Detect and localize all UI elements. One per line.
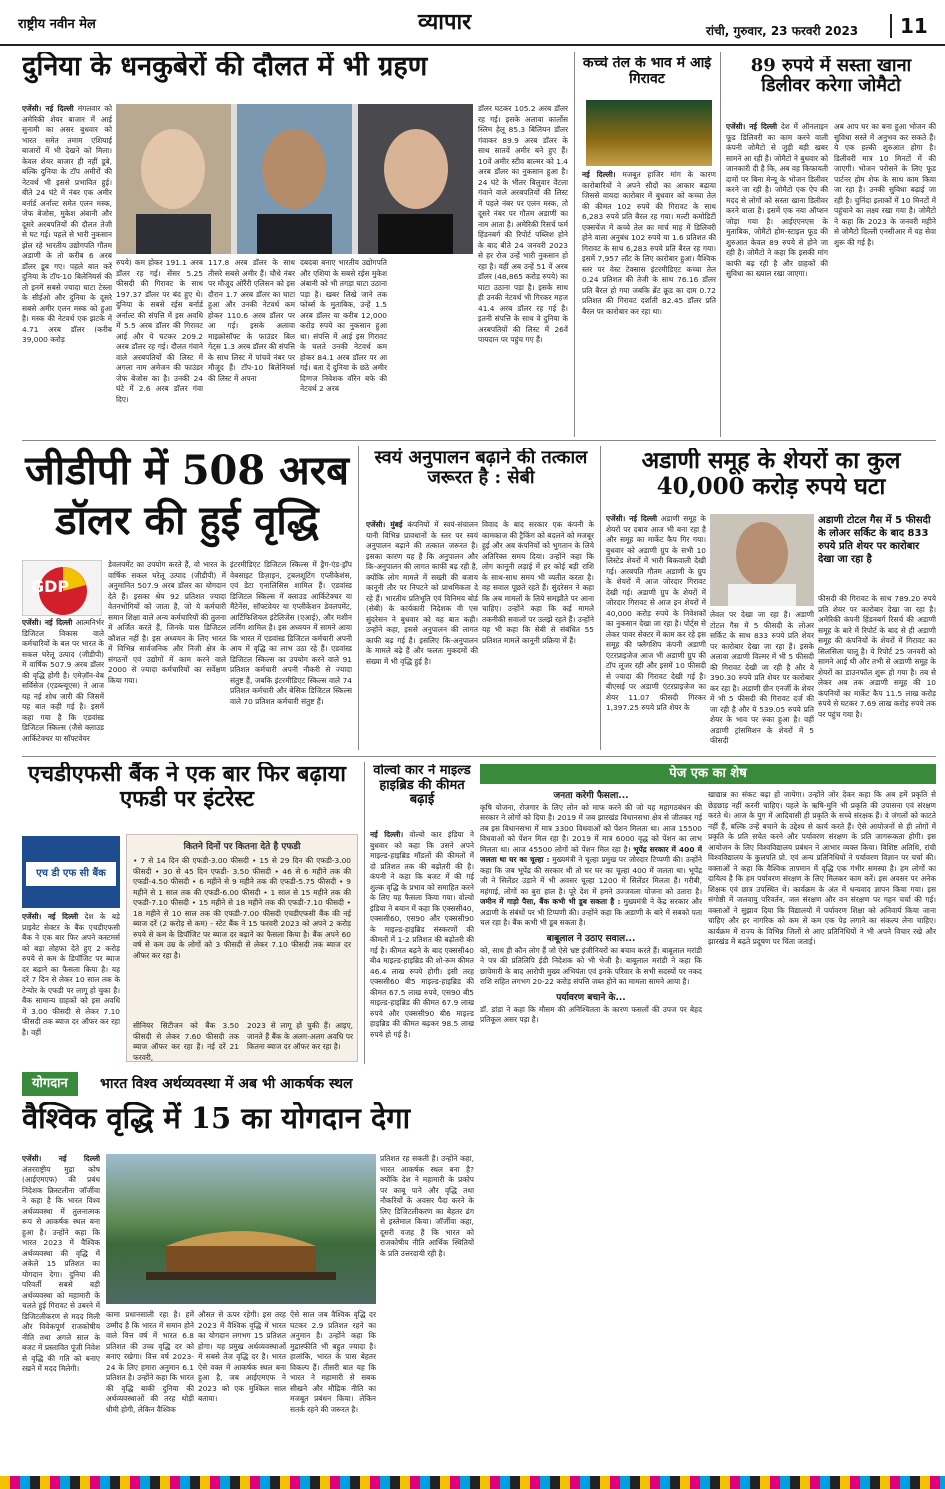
houseboat-illustration xyxy=(106,1154,376,1304)
story-wealth-body-4: दबदबा बनाए भारतीय उद्योगपति और एशिया के सबसे रईस मुकेश अंबानी को भी तगड़ा घाटा उठाना पड़ा है। खबर लिखे जाने तक फोर्ब्स के मुताबिक, उन्हें 1.5 अरब डॉलर या करीब 12,000 करोड़ रुपये का नुकसान हुआ था। संपत्ति में आई इस गिरावट के चलते उनकी नेटवर्थ कम होकर 84.1 अरब डॉलर पर आ गई। बता दें दुनिया के छठे अमीर दिग्गज निवेशक वॉरेन बफे की नेटवर्थ 2 अरब xyxy=(300,258,387,394)
story-sebi-body-2: विवाद के बाद सरकार एक कंपनी के कामकाज की ट्रैकिंग को बदलने को मजबूर हुई और अब कंपनियों को भुगतान के लिये अतिरिक्त समय दिया। उन्होंने कहा कि लोग कानूनी लड़ाई में हर कोई बड़ी राशि के साथ-साथ समय भी व्यतीत करता है। वह सवाल पूछते रहते हैं। सुंदरेसन ने कहा कि अब मामलों के लिये समझौते पर आना चाहिए। उन्होंने कहा कि कई मामले तकनीकी सवालों पर उलझे रहते हैं। उन्होंने यह भी कहा कि सेबी से संबंधित 55 प्रतिशत मामले कानूनी प्रक्रिया में हैं। xyxy=(482,520,594,645)
hdfc-bank-sign: एच डी एफ सी बैंक xyxy=(26,862,116,886)
houseboat-photo xyxy=(106,1154,376,1304)
story-wealth-byline: एजेंसी। नई दिल्ली xyxy=(22,104,74,113)
section-title: व्यापार xyxy=(418,9,472,35)
story-gdp-body-1: एजेंसी। नई दिल्ली आत्मनिर्भर डिजिटल विकास वाले कर्मचारियों के बल पर भारत के सकल घरेलू उत्पाद (जीडीपी) में वार्षिक 507.9 अरब डॉलर की वृद्धि होगी है। एमेज़ॉन-वेब सर्विसेज (एडब्ल्यूएस) ने आज यह नई शोध जारी की जिसमें यह बात कही गई है। इसमें कहा गया है कि एडवांस्ड डिजिटल स्किल्स (जैसे क्लाउड आर्किटेक्चर या सॉफ्टवेयर xyxy=(22,618,104,743)
story-sebi-body-1: एजेंसी। मुंबई कंपनियों में स्वयं-संचालन यानी विभिन्न प्रावधानों के स्तर पर स्वयं अनुपालन बढ़ाने की तत्काल जरूरत है। इसका कारण यह है कि अनुपालन और कि-अनुपालन की लागत काफी बढ़ रही है, क्योंकि लोग मामले में सख्ती की बजाय कानूनी तौर पर निपटने को प्राथमिकता दे रहे हैं। भारतीय प्रतिभूति एवं विनिमय बोर्ड (सेबी) के कार्यकारी निदेशक वी एस सुंदरेसन ने बुधवार को यह बात कही। उन्होंने कहा, इससे अनुपालन की लागत काफी बढ़ गई है। इसलिए कि-अनुपालन के मामले बढ़े हैं और फलतः मुकदमों की संख्या में भी वृद्धि हुई है। xyxy=(366,520,478,666)
billionaires-photo-illustration xyxy=(116,104,473,254)
story-adani-headline: अडाणी समूह के शेयरों का कुल 40,000 करोड़ रुपये घटा xyxy=(641,448,901,500)
story-imf-tag: योगदान xyxy=(22,1072,78,1096)
story-imf-body-2: प्रतिशत रह सकती है। उन्होंने कहा, भारत आकर्षक स्थल बना है? क्योंकि देश ने महामारी के प्रकोप पर काबू पाने और वृद्धि तथा नौकरियों के अवसर पैदा करने के लिए डिजिटलीकरण का बेहतर ढंग से इस्तेमाल किया। जॉर्जीवा कहा, दूसरी वजह है कि भारत को राजकोषीय नीति आर्थिक स्थितियों के प्रति उत्तरदायी रही है। xyxy=(380,1154,474,1258)
story-hdfc-headline: एचडीएफसी बैंक ने एक बार फिर बढ़ाया एफडी पर इंटरेस्ट xyxy=(27,762,346,812)
story-wealth-body-2: रुपये) कम होकर 191.1 अरब डॉलर रह गई। सेंसर 5.25 फीसदी की गिरावट के साथ 197.37 डॉलर पर बंद हुए थे। दुनिया के सबसे रईस बर्नार्ड अर्नाल्ट की संपत्ति में इस अवधि में 5.5 अरब डॉलर की गिरावट आई और ये घटकर 209.2 अरब डॉलर रह गई। दौलत गंवाने वाले अरबपतियों की लिस्ट में अगला नाम अमेजन की फाउंडर जेफ बेजोस का है। उनकी 24 घंटे में 2.6 अरब डॉलर गंवा दिए। xyxy=(116,258,203,404)
story-sebi-headline: स्वयं अनुपालन बढ़ाने की तत्काल जरूरत है : सेबी xyxy=(374,448,588,489)
adani-portrait-illustration xyxy=(710,514,814,606)
story-gdp-headline: जीडीपी में 508 अरब डॉलर की हुई वृद्धि xyxy=(25,447,349,544)
story-imf-kicker-row xyxy=(22,1072,474,1096)
continued-col-1: जनता करेगी फैसला... कृषि योजना, रोजगार के लिए लोन को माफ करने की जो यह महागठबंधन की सरकार ने लोगों को दिया है। 2019 में जब झारखंड विधानसभा क्षेत्र से जीतकर गई तब इस विधानसभा में मात्र 3300 विधवाओं को पेंशन मिलता था। आज 15500 विधवाओं को पेंशन मिल रहा है। 2019 में मात्र 6000 वृद्ध को पेंशन का लाभ मिलता था। आज 45500 लोगों को पेंशन मिल रहा है। भूपेंद्र सरकार में 400 में जलता था घर का चूल्हा : मुख्यमंत्री ने चूल्हा प्रमुख पर जोरदार टिप्पणी की। उन्होंने कहा कि जब भूपेंद्र की सरकार थी तो घर घर का चूल्हा 400 में जलता था। भूपेंद्र जी ने सिलेंडर उड़ाने में भी अवसर चूल्हा 1200 में सिलेंडर मिलता है। गरीबी, महंगाई, लोगों का बुरा हाल है। पूरे देश में हमने उज्जवला योजना को उतारा है। जमीन में गाड़ो पैसा, बैंक कभी भी डूब सकता है : मुख्यमंत्री ने केंद्र सरकार और अडाणी के संबंधों पर भी टिप्पणी की। उन्होंने कहा कि अडाणी के बारे में सबको पता चल रहा है। बैंक कभी भी डूब सकता है। बाबूलाल ने उठाए सवाल... को, साथ ही कौन लोग हैं जो ऐसे भ्रष्ट इंजीनियरों का बचाव करते हैं। बाबूलाल मरांडी ने पत्र की प्रतिलिपि ईडी निदेशक को भी भेजी है। बाबूलाल मरांडी ने कहा कि छापेमारी के बाद आरोपी मुख्य अभियंता एवं इनके परिवार के सभी सदस्यों पर नकद राशि सहित लगभग 20-22 करोड़ संपत्ति जब्त होने का मामला सामने आया है। पर्यावरण बचाने के... डॉ. डांडा ने कहा कि मौसम की अनिश्चितता के कारण फसलों की उपज पर बेहद प्रतिकूल असर पड़ा है। xyxy=(480,791,702,1025)
story-zomato-headline: 89 रुपये में सस्ता खाना डिलीवर करेगा जोमैटो xyxy=(750,56,912,97)
story-crude-headline: कच्चे तेल के भाव में आई गिरावट xyxy=(582,56,712,87)
story-hdfc-body-1: एजेंसी। नई दिल्ली देश के बड़े प्राइवेट सेक्टर के बैंक एचडीएफसी बैंक ने एक बार फिर अपने कस्टमर्स को बड़ा तोहफा देते हुए 2 करोड़ रुपये से कम के डिपॉजिट पर ब्याज दर बढ़ाने का फैसला किया है। यह दरें 7 दिन से लेकर 10 साल तक के टेन्योर के एफडी पर लागू हो चुका है। बैंक सामान्य ग्राहकों को इस अवधि में 3.00 फीसदी से लेकर 7.10 फीसदी तक ब्याज दर ऑफर कर रहा है। वहीं xyxy=(22,912,120,1037)
continued-subhead-1: जनता करेगी फैसला... xyxy=(553,791,629,801)
story-adani-body-3: फीसदी की गिरावट के साथ 789.20 रुपये प्रति शेयर पर कारोबार देखा जा रहा है। अमेरिकी कंपनी हिंडनबर्ग रिसर्च की अडाणी समूह के बारे में रिपोर्ट के बाद से ही अडाणी समूह की कंपनियों के शेयरों में गिरावट का सिलसिला चालू है। ये रिपोर्ट 25 जनवरी को सामने आई थी और तभी से अडाणी समूह के शेयरों का डाउनफॉल शुरू हो गया है। तब से लेकर अब तक अडाणी समूह की 10 कंपनियों का मार्केट कैप 11.5 लाख करोड़ रुपये से घटकर 7.69 लाख करोड़ रुपये तक पर पहुंच गया है। xyxy=(818,594,936,719)
gdp-photo-label: GDP xyxy=(31,577,70,596)
color-registration-strip xyxy=(0,1476,945,1489)
story-zomato-body-2: अब आप घर का बना हुआ भोजन की सुविधा सस्ते में अनुभव कर सकते हैं। ये एक हल्की शुरुआत होगा है। डिलीवरी मात्र 10 मिनटों में की जाएगी। भोजन परोसने के लिए फूड पार्टनर होम शेफ के साथ काम किया जा रहा है। उनकी सुविधा बढ़ाई जा रही है। चुनिंदा इलाकों में 10 मिनटों में पहुंचाने का लक्ष्य रखा गया है। जोमैटो ने कहा कि 2023 के जनवरी महीने से जोमैटो दिल्ली एनसीआर में यह सेवा शुरू की गई है। xyxy=(834,122,936,247)
story-imf-body-3: कामा प्रधानसाली रहा है। हमें उम्मीद है कि भारत में समान होने वाले वित्त वर्ष में भारत 6.8 प्रतिशत की उच्च वृद्धि दर को बनाए रखेगा। वित्त वर्ष 2023-24 के लिए हमारा अनुमान 6.1 प्रतिशत है। उन्होंने कहा कि भारत की वृद्धि बाकी दुनिया की अर्थव्यवस्थाओं की तरह थोड़ी धीमी होगी, लेकिन वैश्विक xyxy=(106,1310,194,1414)
story-imf-headline: वैश्विक वृद्धि में 15 का योगदान देगा xyxy=(22,1102,411,1135)
story-volvo-headline: वोल्वो कार ने माइल्ड हाइब्रिड की कीमत बढ़ाई xyxy=(373,764,471,808)
hdfc-fd-box-title: कितने दिनों पर कितना देते है एफडी xyxy=(183,842,301,852)
story-imf-body-1: एजेंसी। नई दिल्ली अंतरराष्ट्रीय मुद्रा कोष (आईएमएफ) की प्रबंध निदेशक क्रिस्टलीना जॉर्जीवा ने कहा है कि भारत विश्व अर्थव्यवस्था में तुलनात्मक रूप से आकर्षक स्थल बना हुआ है। उन्होंने कहा कि भारत 2023 में वैश्विक अर्थव्यवस्था की वृद्धि में अकेले 15 प्रतिशत का योगदान देगा। दुनिया की परिवर्ती सबसे बड़ी अर्थव्यवस्था को महामारी के चलते हुई गिरावट से उबरने में डिजिटलीकरण से मदद मिली और विवेकपूर्ण राजकोषीय नीति तथा अगले साल के बजट में प्रस्तावित पूंजी निवेश से वृद्धि की गति को बनाए रखने में मदद मिलेगी। xyxy=(22,1154,100,1374)
hdfc-fd-box-text-2: सीनियर सिटीजन को बैंक 3.50 फीसदी से लेकर 7.60 फीसदी तक ब्याज ऑफर कर रहा है। नई दरें 21 फरवरी, xyxy=(133,1021,239,1061)
adani-photo xyxy=(710,514,814,606)
dateline: रांची, गुरुवार, 23 फरवरी 2023 xyxy=(706,24,859,38)
continued-subhead-3: पर्यावरण बचाने के... xyxy=(556,992,626,1003)
story-volvo-body: नई दिल्ली। वोल्वो कार इंडिया ने बुधवार को कहा कि उसने अपने माइल्ड-हाइब्रिड मॉडलों की कीमतों में दो प्रतिशत तक की बढ़ोतरी की है। कंपनी ने कहा कि बजट में की गई शुल्क वृद्धि के प्रभाव को समाहित करने के लिए यह फैसला किया गया। वोल्वो इंडिया ने बयान में कहा कि एक्ससी40, एक्ससी60, एस90 और एक्ससी90 के माइल्ड-हाइब्रिड संस्करणों की कीमतों में 1-2 प्रतिशत की बढ़ोतरी की गई है। कीमत बढ़ने के बाद एक्ससी40 बी4 माइल्ड-हाइब्रिड की शो-रूम कीमत 46.4 लाख रुपये होगी। इसी तरह एक्ससी60 बी5 माइल्ड-हाइब्रिड की कीमत 67.5 लाख रुपये, एस90 बी5 माइल्ड-हाइब्रिड की कीमत 67.9 लाख रुपये और एक्ससी90 बी6 माइल्ड हाइब्रिड की कीमत बढ़कर 98.5 लाख रुपये हो गई है। xyxy=(370,830,474,1039)
story-wealth-body-1: एजेंसी। नई दिल्ली मंगलवार को अमेरिकी शेयर बाजार में आई सुनामी का असर बुधवार को भारत समेत तमाम एशियाई बाजारों में भी देखने को मिला। केवल शेयर बाजार ही नहीं डूबे, बल्कि दुनिया के टॉप अमीरों की नेटवर्थ भी इससे प्रभावित हुई। बीते 24 घंटे में नंबर एक अमीर बर्नार्ड अर्नाल्ट समेत एलन मस्क, जेफ बेजोस, मुकेश अंबानी और दूसरे अरबपतियों की दौलत तेजी से घट गई। पहले से भारी नुकसान झेल रहे भारतीय उद्योगपति गौतम अडाणी के तो करीब 6 अरब डॉलर डूब गए। पहले बात करें दुनिया के टॉप-10 बिलेनियर्स की तो इनमें सबसे ज्यादा घाटा टेस्ला के सीईओ और दुनिया के दूसरे सबसे अमीर एलन मस्क को हुआ है। मस्क की नेटवर्थ एक झटके में 4.71 अरब डॉलर (करीब 39,000 करोड़ xyxy=(22,104,112,345)
story-imf-kicker: भारत विश्व अर्थव्यवस्था में अब भी आकर्षक स्थल xyxy=(100,1076,353,1092)
story-adani-body-2: लेवल पर देखा जा रहा है। अडाणी टोटल गैस में 5 फीसदी के लोअर सर्किट के साथ 833 रुपये प्रति शेयर पर कारोबार देखा जा रहा है। इसके अलावा अडाणी विल्मर में भी 5 फीसदी की गिरावट देखी जा रही है और ये 390.30 रुपये प्रति शेयर पर कारोबार कर रहा है। अडाणी ग्रीन एनर्जी के शेयर में भी 5 फीसदी की गिरावट दर्ज की जा रही है और ये 539.05 रुपये प्रति शेयर के भाव पर रुका हुआ है। वहीं अडाणी ट्रांसमिशन के शेयरों में 5 फीसदी xyxy=(710,610,814,746)
story-adani-body-1: एजेंसी। नई दिल्ली अडाणी समूह के शेयरों पर दबाव आज भी बना रहा है और समूह का मार्केट कैप गिर गया। बुधवार को अडाणी ग्रुप के सभी 10 लिस्टेड शेयरों में भारी बिकवाली देखी गई। अरबपति गौतम अडाणी के ग्रुप के शेयरों में आज जोरदार गिरावट देखी गई। अडाणी ग्रुप के शेयरों में जोरदार गिरावट से आज इन शेयरों में 40,000 करोड़ रुपये के निवेशकों का नुकसान देखा जा रहा है। पोर्ट्स से लेकर पावर सेक्टर में काम कर रहे इस समूह की फ्लैगशिप कंपनी अडाणी एंटरप्राइजेज आज भी अडाणी ग्रुप की टॉप लूजर रही और इसमें 10 फीसदी से ज्यादा की गिरावट देखी गई है। बीएसई पर अडाणी एंटरप्राइजेज का शेयर 11.07 फीसदी गिरकर 1,397.25 रुपये प्रति शेयर के xyxy=(606,514,706,713)
story-imf-body-4: औसत से ऊपर रहेगी। इस तरह 2023 में वैश्विक वृद्धि में भारत का योगदान लगभग 15 प्रतिशत होगा। यह प्रमुख अर्थव्यवस्थाओं में सबसे तेज वृद्धि दर है। भारत ऐसे वक्त में आकर्षक स्थल बना हुआ है, जब आईएमएफ ने 2023 को एक मुश्किल साल बताया। xyxy=(198,1310,286,1404)
story-gdp-body-3: इंटरमीडिएट डिजिटल स्किल्स में ड्रैग-एंड-ड्रॉप वेबसाइट डिज़ाइन, ट्रबलशूटिंग एप्लीकेशंस, एवं डेटा एनालिसिस शामिल हैं। एडवांस्ड डिजिटल स्किल्स में क्लाउड आर्किटेक्चर या मैंटेनेंस, सॉफ्टवेयर या एप्लीकेशन डेवलपमेंट, आर्टिफिशियल इंटेलिजेंस (एआई), और मशीन लर्निंग शामिल है। इस अध्ययन में सामने आया कि भारत में एडवांस्ड डिजिटल कर्मचारी अपनी आय में वृद्धि का लाभ उठा रहे हैं। एडवांस्ड डिजिटल स्किल्स का उपयोग करने वाले 91 प्रतिशत कर्मचारी अपनी नौकरी से ज्यादा संतुष्ट हैं, जबकि इंटरमीडिएट स्किल्स वाले 74 प्रतिशत कर्मचारी और बेसिक डिजिटल स्किल्स वाले 70 प्रतिशत कर्मचारी संतुष्ट हैं। xyxy=(230,560,352,706)
hdfc-fd-box-text-3: 2023 से लागू हो चुकी हैं। आइए, जानते हैं बैंक के अलग-अलग अवधि पर कितना ब्याज दर ऑफर कर रहा है। xyxy=(247,1021,353,1052)
story-imf-body-5: ऐसे साल जब वैश्विक वृद्धि दर घटकर 2.9 प्रतिशत रहने का अनुमान है। उन्होंने कहा कि मुद्रास्फीति भी बहुत ज्यादा है। हालांकि, भारत के पास बेहतर विकल्प हैं। तीसरी बात यह कि भारत ने महामारी से सबक सीखने और मौद्रिक नीति का मजबूत प्रबंधन किया। लेकिन सतर्क रहने की जरूरत है। xyxy=(290,1310,376,1414)
story-wealth-body-3: 117.8 अरब डॉलर के साथ तीसरे सबसे अमीर हैं। चौथे नंबर पर मौजूद ओरैंरी एलिसन को इस दौरान 1.7 अरब डॉलर का घाटा हुआ और उनकी नेटवर्थ कम होकर 110.6 अरब डॉलर पर आ गई। इसके अलावा माइक्रोसॉफ्ट के फाउंडर बिल गेट्स 1.3 अरब डॉलर की संपत्ति के साथ लिस्ट में पांचवें नंबर पर मौजूद हैं। टॉप-10 बिलेनियर्स की लिस्ट में अपना xyxy=(208,258,295,383)
page-header xyxy=(0,0,945,46)
adani-callout: अडाणी टोटल गैस में 5 फीसदी के लोअर सर्किट के बाद 833 रुपये प्रति शेयर पर कारोबार देखा जा रहा है xyxy=(818,515,931,565)
crude-oil-photo xyxy=(586,100,712,166)
hdfc-fd-box-text: • 7 से 14 दिन की एफडी-3.00 फीसदी • 15 से 29 दिन की एफडी-3.00 फीसदी • 30 से 45 दिन एफडी- 3.50 फीसदी • 46 से 6 महीने तक की एफडी-4.50 फीसदी • 6 महीने से 9 महीने तक की एफडी-5.75 फीसदी • 9 महीने से 1 साल तक की एफडी-6.00 फीसदी • 1 साल से 15 महीने तक की एफडी-7.10 फीसदी • 15 महीने से 18 महीने तक की एफडी-7.10 फीसदी • 18 महीने से 10 साल तक की एफडी-7.00 फीसदी एचडीएफसी बैंक की नई ब्याज दरें (2 करोड़ से कम) - स्टेट बैंक ने 15 फरवरी 2023 को अपने 2 करोड़ रुपये से कम के डिपॉजिट पर ब्याज दर बढ़ाने का फैसला किया है। बैंक अपने 60 वर्ष से कम उम्र के लोगों को 3 फीसदी से लेकर 7.10 फीसदी तक ब्याज दर ऑफर कर रहा है। xyxy=(133,856,351,960)
story-zomato-body-1: एजेंसी। नई दिल्ली देश में ऑनलाइन फूड डिलिवरी का काम करने वाली कंपनी जोमैटो से जुड़ी बड़ी खबर सामने आ रही है। जोमैटो ने बुधवार को जानकारी दी है कि, अब वह किफायती दामों पर बिना मेन्यू के भोजन डिलीवर करने जा रही है। जोमैटो एक ऐप की मदद से लोगों को सस्ता खाना डिलीवर करने वाला है। इसमें एक नया ऑप्शन जोड़ा गया है। आईएएनएस के मुताबिक, जोमैटो होम-स्टाइल फूड की शुरुआत केवल 89 रुपये से होने जा रही है। जोमैटो ने कहा कि इसकी मांग काफी बढ़ रही है और ग्राहकों की सुविधा का ख्याल रखा जाएगा। xyxy=(726,122,828,279)
hdfc-fd-rates-box xyxy=(126,834,358,1062)
story-wealth-body-5: डॉलर घटकर 105.2 अरब डॉलर रह गई। इसके अलावा कार्लोस स्लिम हेलू 85.3 बिलियन डॉलर गंवाकर 89.9 अरब डॉलर के साथ सातवें अमीर बने हुए हैं। 10वें अमीर स्टीव बाल्मर को 1.4 अरब डॉलर का नुकसान हुआ है। 24 घंटे के भीतर बिलुवार वेंटला गंवाने वाले अरबपतियों की लिस्ट में पहले नंबर पर एलन मस्क, तो दूसरे नंबर पर गौतम अडाणी का नाम आता है। अमेरिकी रिसर्च फर्म हिंडनबर्ग की रिपोर्ट पब्लिश होने के बाद बीते 24 जनवरी 2023 से हर रोज उन्हें भारी नुकसान हो रहा है। वहीं अब उन्हें 51 वें अरब डॉलर (48,865 करोड़ रुपये) का घाटा उठाना पड़ा है। इसके साथ ही उनकी नेटवर्थ भी गिरकर महज 41.4 अरब डॉलर रह गई है। इतनी संपत्ति के साथ वे दुनिया के अरबपतियों की लिस्ट में 26वें पायदान पर पहुंच गए हैं। xyxy=(478,104,568,345)
continued-banner: पेज एक का शेष xyxy=(480,764,936,784)
continued-subhead-2: बाबूलाल ने उठाए सवाल... xyxy=(546,933,636,944)
page-number: 11 xyxy=(890,14,928,38)
continued-col-2: खाद्यान्न का संकट बढ़ा हो जायेगा। उन्होंने जोर देकर कहा कि अब हमें प्रकृति से छेड़छाड़ नहीं करनी चाहिए। पहले के ऋषि-मुनि भी प्रकृति की उपासना एवं संरक्षण करते थे। आज के युग में आदिवासी ही प्रकृति के सच्चे संरक्षक हैं। वे जंगलों को काटते नहीं हैं, बल्कि उन्हें बचाने के उद्देश्य से कार्य करते हैं। ऐसे आयोजनों से ही लोगों में प्रकृति के प्रति सचेत करने और पर्यावरण संरक्षण के प्रति जागरूकता होगी। इस आयोजन के लिए विश्वविद्यालय प्रबंधन ने आभार व्यक्त किया। विशिष्ट अतिथि, रांची विश्वविद्यालय के कुलपति प्रो. एवं अन्य प्रतिनिधियों ने पर्यावरण विज्ञान पर चर्चा की। वक्ताओं ने कहा कि वैश्विक तापमान में वृद्धि एक गंभीर समस्या है। हम लोगों का दायित्व है कि हम पर्यावरण संरक्षण के लिए मिलकर काम करें। इस अवसर पर अनेक शिक्षक एवं छात्र उपस्थित थे। कार्यक्रम के अंत में धन्यवाद ज्ञापन किया गया। इस संगोष्ठी में जलवायु परिवर्तन, जल संरक्षण और वन संरक्षण पर गहन चर्चा की गई। वक्ताओं ने सुझाव दिया कि विद्यालयों में पर्यावरण शिक्षा को अनिवार्य किया जाना चाहिए और हर नागरिक को कम से कम एक पेड़ लगाने का संकल्प लेना चाहिए। कार्यक्रम में राज्य के विभिन्न जिलों से आए प्रतिनिधियों ने भी अपने विचार रखे और झारखंड में बढ़ते प्रदूषण पर चिंता जताई। xyxy=(708,790,936,947)
billionaires-photo xyxy=(116,104,473,254)
story-wealth-headline: दुनिया के धनकुबेरों की दौलत में भी ग्रहण xyxy=(22,52,428,82)
story-crude-body: नई दिल्ली। मजबूत हाजिर मांग के कारण कारोबारियों ने अपने सौदों का आकार बढ़ाया जिससे वायदा कारोबार में बुधवार को कच्चा तेल की कीमत 102 रुपये की गिरावट के साथ 6,283 रुपये प्रति बैरल रह गया। मल्टी कमोडिटी एक्सचेंज में कच्चे तेल का मार्च माह में डिलिवरी होने वाला अनुबंध 102 रुपये या 1.6 प्रतिशत की गिरावट के साथ 6,283 रुपये प्रति बैरल रह गया। इसमें 7,957 लॉट के लिए कारोबार हुआ। वैश्विक स्तर पर वेस्ट टेक्सास इंटरमीडिएट कच्चा तेल 0.24 प्रतिशत की तेजी के साथ 76.16 डॉलर प्रति बैरल हो गया जबकि ब्रेंट क्रूड का दाम 0.72 प्रतिशत की गिरावट दर्शाती 82.45 डॉलर प्रति बैरल पर कारोबार कर रहा था। xyxy=(582,170,716,316)
story-gdp-body-2: डेवलपमेंट का उपयोग करते हैं, वो भारत के वार्षिक सकल घरेलू उत्पाद (जीडीपी) में अनुमानित 507.9 अरब डॉलर का योगदान देते हैं। इसका श्रेय 92 प्रतिशत ज्यादा वेतनभोगियों को जाता है, जो ये कर्मचारी समान शिक्षा वाले अन्य कर्मचारियों की तुलना में अर्जित करते हैं, जिनके पास डिजिटल कौशल नहीं है। इस अध्ययन के लिए भारत में विभिन्न सार्वजनिक और निजी क्षेत्र के संगठनों एवं उद्योगों में काम करने वाले 2000 से ज्यादा कर्मचारियों का सर्वेक्षण किया गया। xyxy=(108,560,226,685)
gdp-photo xyxy=(22,560,102,616)
hdfc-bank-photo xyxy=(22,836,120,908)
masthead: राष्ट्रीय नवीन मेल xyxy=(18,17,96,32)
